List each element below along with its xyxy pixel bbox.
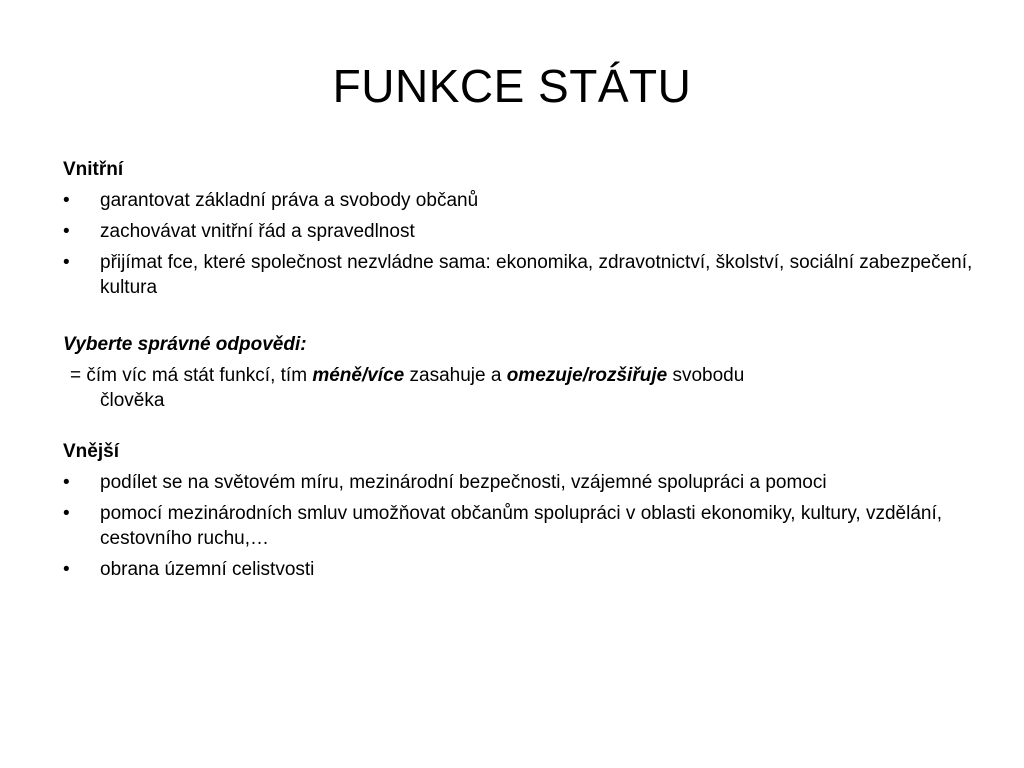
- internal-item-text: zachovávat vnitřní řád a spravedlnost: [100, 221, 415, 242]
- exercise-heading: Vyberte správné odpovědi:: [63, 334, 307, 355]
- external-list: [63, 470, 973, 582]
- internal-heading: Vnitřní: [63, 159, 124, 180]
- external-item: [63, 557, 973, 582]
- external-heading: Vnější: [63, 441, 119, 462]
- bullet-icon: •: [63, 503, 70, 524]
- exercise-choice-1: méně/více: [312, 365, 405, 386]
- exercise-sentence: [63, 363, 973, 413]
- exercise-text-mid: zasahuje a: [404, 365, 507, 386]
- internal-item-text: garantovat základní práva a svobody občanů: [100, 190, 479, 211]
- internal-item: [63, 188, 973, 213]
- exercise-text-end: svobodu: [667, 365, 745, 386]
- bullet-icon: •: [63, 221, 70, 242]
- external-item-text: podílet se na světovém míru, mezinárodní bezpečnosti, vzájemné spolupráci a pomoci: [100, 472, 827, 493]
- bullet-icon: •: [63, 252, 70, 273]
- internal-item-text: přijímat fce, které společnost nezvládne sama: ekonomika, zdravotnictví, školství, sociální zabezpečení, kultura: [100, 252, 973, 298]
- bullet-icon: •: [63, 190, 70, 211]
- exercise-text-start: = čím víc má stát funkcí, tím: [70, 365, 313, 386]
- slide-body: [63, 157, 973, 588]
- internal-list: [63, 188, 973, 300]
- spacer: [63, 413, 973, 439]
- external-item-text: obrana územní celistvosti: [100, 559, 315, 580]
- bullet-icon: •: [63, 472, 70, 493]
- internal-item: [63, 250, 973, 300]
- exercise-text-continuation: člověka: [100, 390, 165, 411]
- exercise-choice-2: omezuje/rozšiřuje: [506, 365, 668, 386]
- external-item: [63, 501, 973, 551]
- external-item-text: pomocí mezinárodních smluv umožňovat občanům spolupráci v oblasti ekonomiky, kultury, vzdělání, cestovního ruchu,…: [100, 503, 943, 549]
- external-item: [63, 470, 973, 495]
- slide-title: FUNKCE STÁTU: [332, 60, 692, 112]
- internal-item: [63, 219, 973, 244]
- bullet-icon: •: [63, 559, 70, 580]
- spacer: [63, 306, 973, 332]
